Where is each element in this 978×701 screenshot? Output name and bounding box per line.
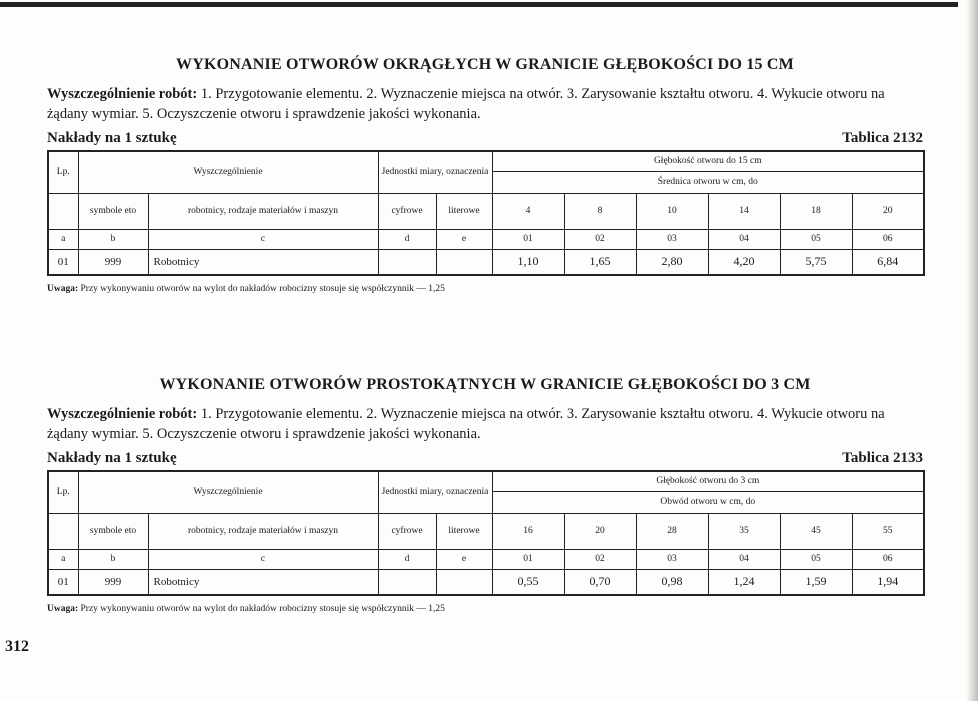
row-cyfrowe (378, 249, 436, 275)
jednostki-header: Jednostki miary, oznaczenia (378, 471, 492, 513)
header-row-3 (48, 513, 924, 549)
col-number: 05 (780, 229, 852, 249)
col-number: 06 (852, 229, 924, 249)
top-rule (0, 2, 958, 7)
work-description (47, 84, 923, 124)
size-header: 35 (708, 513, 780, 549)
row-value: 1,94 (852, 569, 924, 595)
col-letter: d (378, 549, 436, 569)
lp-header-continued (48, 513, 78, 549)
row-lp: 01 (48, 249, 78, 275)
work-description (47, 404, 923, 444)
section-table-2132 (47, 56, 923, 304)
letter-row (48, 229, 924, 249)
header-row-1 (48, 151, 924, 171)
depth-group-header: Głębokość otworu do 3 cm (492, 471, 924, 491)
depth-group-header: Głębokość otworu do 15 cm (492, 151, 924, 171)
row-cyfrowe (378, 569, 436, 595)
note-label: Uwaga: (47, 604, 79, 614)
table-heading-row (47, 450, 923, 467)
symbole-header: symbole eto (78, 513, 148, 549)
note (47, 284, 923, 294)
col-letter: d (378, 229, 436, 249)
note-label: Uwaga: (47, 284, 79, 294)
perimeter-subgroup-header: Obwód otworu w cm, do (492, 491, 924, 513)
table-number: Tablica 2133 (842, 450, 923, 466)
row-value: 1,24 (708, 569, 780, 595)
header-row-3 (48, 193, 924, 229)
size-header: 18 (780, 193, 852, 229)
size-header: 45 (780, 513, 852, 549)
row-symbol: 999 (78, 569, 148, 595)
col-number: 02 (564, 549, 636, 569)
work-description-text: 1. Przygotowanie elementu. 2. Wyznaczenie miejsca na otwór. 3. Zarysowanie kształtu otworu. 4. Wykucie otworu na żądany wymiar. 5. Oczyszczenie otworu i sprawdzenie jakości wykonania. (47, 406, 885, 442)
naklady-label: Nakłady na 1 sztukę (47, 450, 177, 466)
row-value: 5,75 (780, 249, 852, 275)
norms-table (47, 150, 925, 276)
section-title: WYKONANIE OTWORÓW PROSTOKĄTNYCH W GRANICIE GŁĘBOKOŚCI DO 3 CM (159, 376, 811, 393)
table-number: Tablica 2132 (842, 130, 923, 146)
table-row (48, 569, 924, 595)
col-letter: b (78, 229, 148, 249)
literowe-header: literowe (436, 513, 492, 549)
col-number: 03 (636, 229, 708, 249)
size-header: 10 (636, 193, 708, 229)
row-value: 1,59 (780, 569, 852, 595)
col-number: 02 (564, 229, 636, 249)
row-value: 0,98 (636, 569, 708, 595)
cyfrowe-header: cyfrowe (378, 193, 436, 229)
size-header: 16 (492, 513, 564, 549)
letter-row (48, 549, 924, 569)
cyfrowe-header: cyfrowe (378, 513, 436, 549)
size-header: 14 (708, 193, 780, 229)
size-header: 8 (564, 193, 636, 229)
work-description-label: Wyszczególnienie robót: (47, 406, 198, 422)
row-symbol: 999 (78, 249, 148, 275)
robotnicy-header: robotnicy, rodzaje materiałów i maszyn (148, 513, 378, 549)
literowe-header: literowe (436, 193, 492, 229)
size-header: 4 (492, 193, 564, 229)
col-letter: a (48, 549, 78, 569)
col-number: 04 (708, 549, 780, 569)
wyszczegolnienie-header: Wyszczególnienie (78, 471, 378, 513)
lp-header-continued (48, 193, 78, 229)
col-letter: b (78, 549, 148, 569)
page-edge-shadow (966, 0, 978, 701)
col-letter: c (148, 549, 378, 569)
col-number: 01 (492, 549, 564, 569)
row-value: 0,55 (492, 569, 564, 595)
naklady-label: Nakłady na 1 sztukę (47, 130, 177, 146)
symbole-header: symbole eto (78, 193, 148, 229)
size-header: 20 (852, 193, 924, 229)
row-value: 1,65 (564, 249, 636, 275)
jednostki-header: Jednostki miary, oznaczenia (378, 151, 492, 193)
page-number: 312 (5, 638, 29, 655)
section-table-2133 (47, 376, 923, 624)
wyszczegolnienie-header: Wyszczególnienie (78, 151, 378, 193)
col-number: 06 (852, 549, 924, 569)
row-lp: 01 (48, 569, 78, 595)
lp-header: Lp. (48, 471, 78, 513)
size-header: 20 (564, 513, 636, 549)
row-literowe (436, 249, 492, 275)
header-row-1 (48, 471, 924, 491)
col-letter: e (436, 229, 492, 249)
row-name: Robotnicy (148, 569, 378, 595)
robotnicy-header: robotnicy, rodzaje materiałów i maszyn (148, 193, 378, 229)
col-number: 03 (636, 549, 708, 569)
row-value: 2,80 (636, 249, 708, 275)
section-title: WYKONANIE OTWORÓW OKRĄGŁYCH W GRANICIE GŁĘBOKOŚCI DO 15 CM (176, 56, 794, 73)
table-row (48, 249, 924, 275)
col-letter: e (436, 549, 492, 569)
size-header: 55 (852, 513, 924, 549)
work-description-text: 1. Przygotowanie elementu. 2. Wyznaczenie miejsca na otwór. 3. Zarysowanie kształtu otworu. 4. Wykucie otworu na żądany wymiar. 5. Oczyszczenie otworu i sprawdzenie jakości wykonania. (47, 86, 885, 122)
row-literowe (436, 569, 492, 595)
row-value: 1,10 (492, 249, 564, 275)
norms-table (47, 470, 925, 596)
note (47, 604, 923, 614)
lp-header: Lp. (48, 151, 78, 193)
row-name: Robotnicy (148, 249, 378, 275)
row-value: 0,70 (564, 569, 636, 595)
col-number: 04 (708, 229, 780, 249)
row-value: 6,84 (852, 249, 924, 275)
size-header: 28 (636, 513, 708, 549)
note-text: Przy wykonywaniu otworów na wylot do nakładów robocizny stosuje się współczynnik — 1,25 (78, 604, 445, 614)
note-text: Przy wykonywaniu otworów na wylot do nakładów robocizny stosuje się współczynnik — 1,25 (78, 284, 445, 294)
col-letter: c (148, 229, 378, 249)
row-value: 4,20 (708, 249, 780, 275)
col-letter: a (48, 229, 78, 249)
table-heading-row (47, 130, 923, 147)
diameter-subgroup-header: Średnica otworu w cm, do (492, 171, 924, 193)
col-number: 01 (492, 229, 564, 249)
col-number: 05 (780, 549, 852, 569)
work-description-label: Wyszczególnienie robót: (47, 86, 198, 102)
